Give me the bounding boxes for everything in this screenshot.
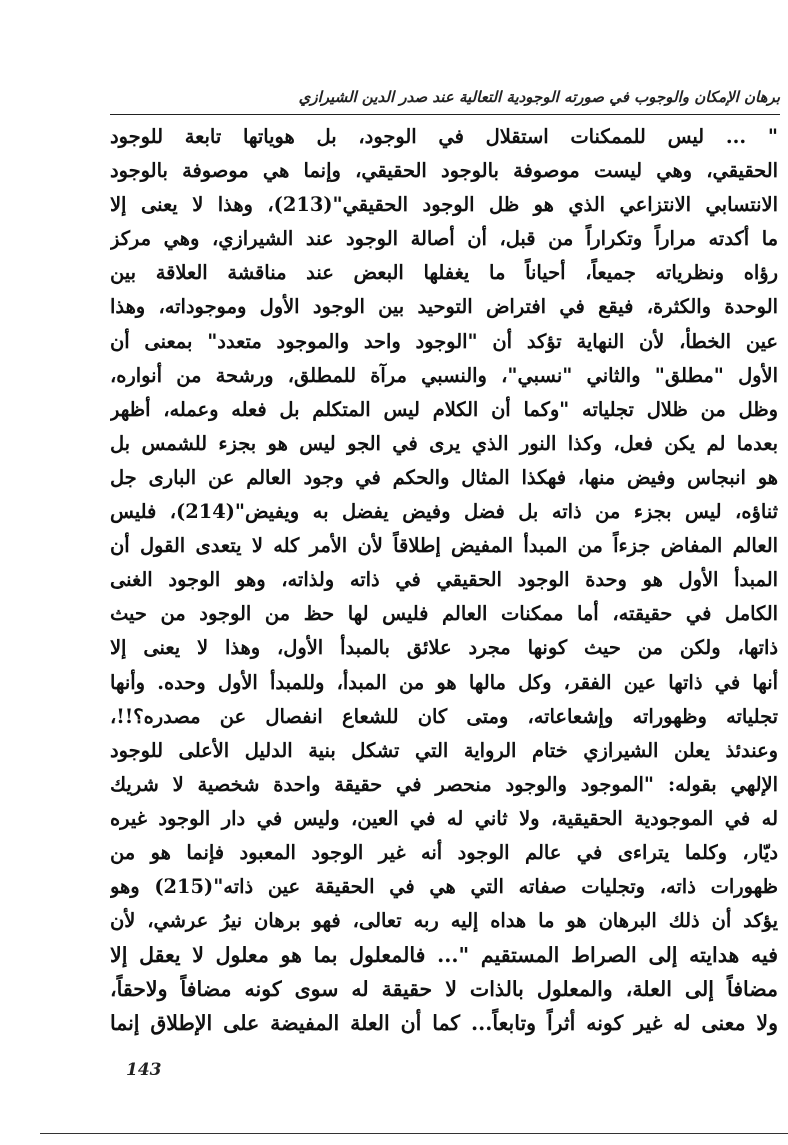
quote-line: ولا معنى له غير كونه أثراً وتابعاً... كما أن العلة المفيضة على الإطلاق إنما (110, 1011, 778, 1036)
text-line: وظل من ظلال تجلياته "وكما أن الكلام ليس المتكلم بل فعله وعمله، أظهر (110, 397, 778, 421)
page-number: 143 (126, 1060, 162, 1080)
header-rule (110, 114, 780, 115)
running-header: برهان الإمكان والوجوب في صورته الوجودية التعالية عند صدر الدين الشيرازي (298, 88, 780, 106)
text-line: ثناؤه، ليس بجزء من ذاته بل فضل وفيض يفضل به ويفيض"(214)، فليس (110, 500, 778, 524)
body-text (110, 120, 778, 1041)
text-line: وعندئذ يعلن الشيرازي ختام الرواية التي تشكل بنية الدليل الأعلى للوجود (110, 738, 778, 762)
quote-line: فيه هدايته إلى الصراط المستقيم "... فالمعلول بما هو معلول لا يعقل إلا (110, 943, 778, 968)
text-line: " ... ليس للممكنات استقلال في الوجود، بل هوياتها تابعة للوجود (110, 125, 778, 148)
text-line: المبدأ الأول هو وحدة الوجود الحقيقي في ذاته ولذاته، وهو الوجود الغنى (110, 568, 778, 592)
text-line: ديّار، وكلما يتراءى في عالم الوجود أنه غير الوجود المعبود فإنما هو من (110, 840, 778, 864)
text-line: عين الخطأ، لأن النهاية تؤكد أن "الوجود واحد والموجود متعدد" بمعنى أن (110, 329, 778, 353)
text-line: ذاتها، ولكن من حيث كونها مجرد علائق بالمبدأ الأول، وهذا لا يعنى إلا (110, 636, 778, 660)
text-line: بعدما لم يكن فعل، وكذا النور الذي يرى في الجو ليس هو بجزء للشمس بل (110, 431, 778, 455)
text-line: الكامل في حقيقته، أما ممكنات العالم فليس لها حظ من الوجود من حيث (110, 602, 778, 626)
text-line: العالم المفاض جزءاً من المبدأ المفيض إطلاقاً لأن الأمر كله لا يتعدى القول أن (110, 534, 778, 558)
text-line: هو انبجاس وفيض منها، فهكذا المثال والحكم في وجود العالم عن البارى جل (110, 465, 778, 489)
text-line: ظهورات ذاته، وتجليات صفاته التي هي في الحقيقة عين ذاته"(215) وهو (110, 875, 778, 899)
text-line: ما أكدته مراراً وتكراراً من قبل، أن أصالة الوجود عند الشيرازي، وهي مركز (110, 227, 778, 251)
bottom-rule (40, 1133, 788, 1134)
text-line: الانتسابي الانتزاعي الذي هو ظل الوجود الحقيقي"(213)، وهذا لا يعنى إلا (110, 193, 778, 217)
quote-line: مضافاً إلى العلة، والمعلول بالذات لا حقيقة له سوى كونه مضافاً ولاحقاً، (110, 977, 778, 1002)
text-line: الأول "مطلق" والثاني "نسبي"، والنسبي مرآة للمطلق، ورشحة من أنواره، (110, 363, 778, 387)
text-line: تجلياته وظهوراته وإشعاعاته، ومتى كان للشعاع انفصال عن مصدره؟!!، (110, 704, 778, 728)
text-line: يؤكد أن ذلك البرهان هو ما هداه إليه ربه تعالى، فهو برهان نيرُ عرشي، لأن (110, 909, 778, 933)
text-line: أنها في ذاتها عين الفقر، وكل مالها هو من المبدأ، وللمبدأ الأول وحده. وأنها (110, 670, 778, 694)
text-line: الوحدة والكثرة، فيقع في افتراض التوحيد بين الوجود الأول وموجوداته، وهذا (110, 295, 778, 319)
text-line: له في الموجودية الحقيقية، ولا ثاني له في العين، وليس في دار الوجود غيره (110, 806, 778, 830)
text-line: رؤاه ونظرياته جميعاً، أحياناً ما يغفلها البعض عند مناقشة العلاقة بين (110, 261, 778, 285)
text-line: الإلهي بقوله: "الموجود والوجود منحصر في حقيقة واحدة شخصية لا شريك (110, 772, 778, 796)
text-line: الحقيقي، وهي ليست موصوفة بالوجود الحقيقي، وإنما هي موصوفة بالوجود (110, 159, 778, 183)
